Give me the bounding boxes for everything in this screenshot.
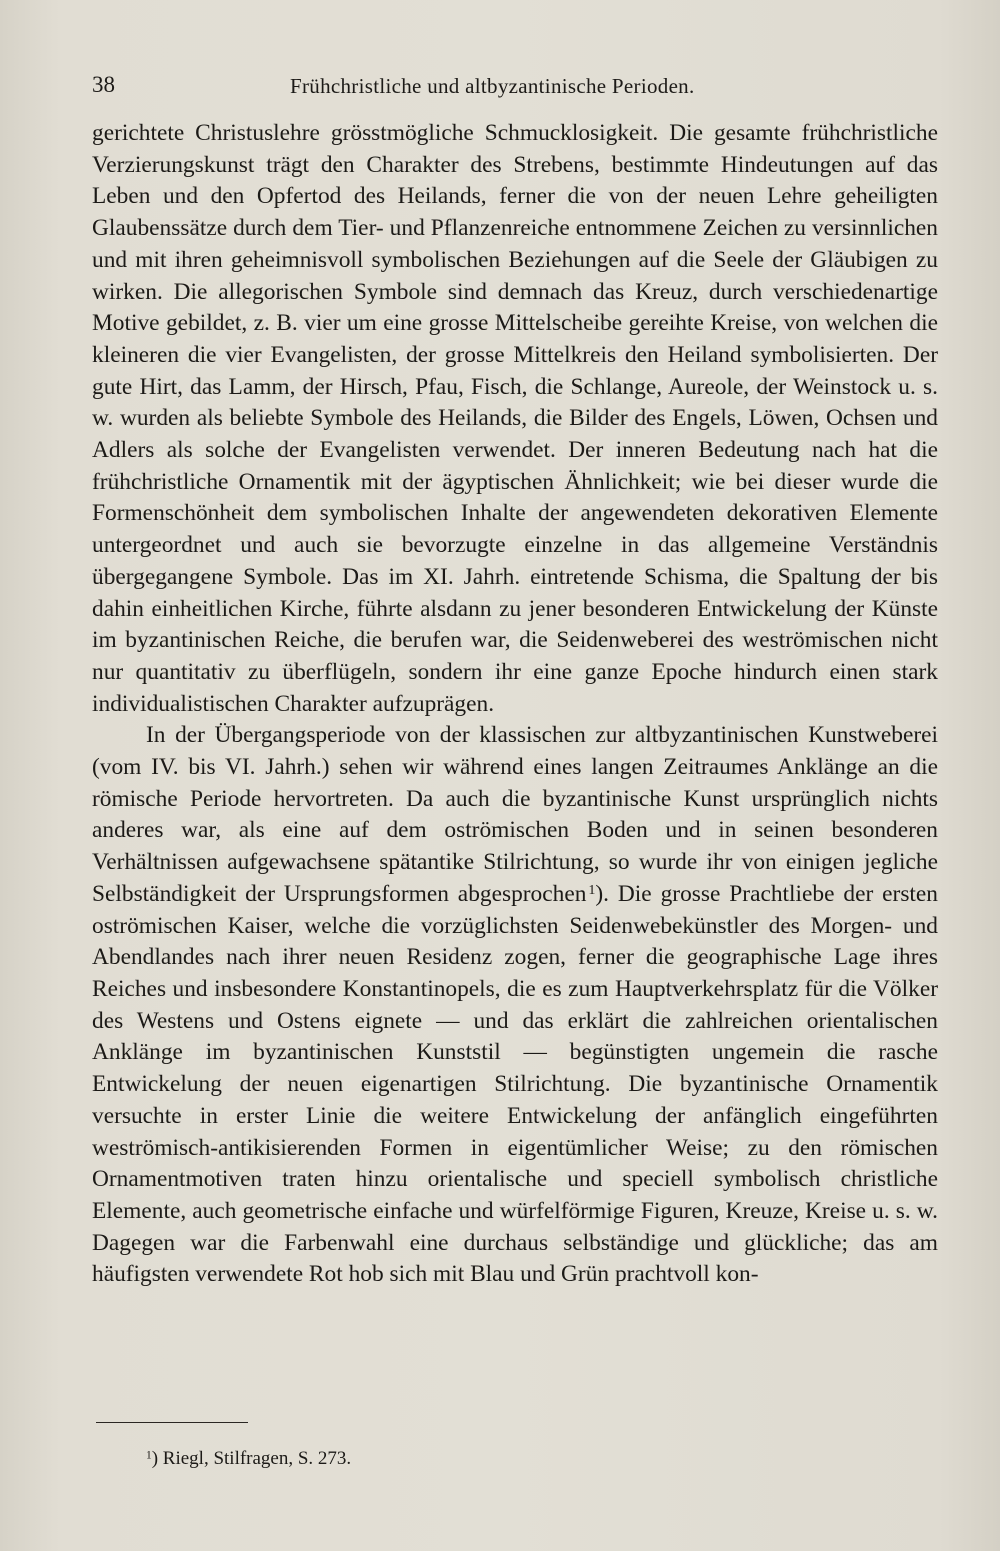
page-number: 38 — [92, 72, 115, 97]
footnote — [146, 1448, 351, 1470]
footnote-marker: 1 — [146, 1449, 152, 1462]
paragraph — [92, 720, 938, 1291]
footnote-reference: 1 — [588, 881, 596, 898]
footnote-text: ) Riegl, Stilfragen, S. 273. — [151, 1448, 352, 1469]
page-header — [92, 72, 942, 104]
footnote-divider — [96, 1422, 248, 1423]
paragraph-text: In der Übergangsperiode von der klassischen zur altbyzantinischen Kunstweberei (vom IV. bis VI. Jahrh.) sehen wir während eines langen Zeitraumes Anklänge an die römische Periode hervortreten. Da auch die byzantinische Kunst ursprünglich nichts anderes war, als eine auf dem oströmischen Boden und in seinen besonderen Verhältnissen aufgewachsene spätantike Stilrichtung, so wurde ihr von einigen jegliche Selbständigkeit der Ursprungsformen abgesprochen — [92, 722, 938, 907]
running-title: Frühchristliche und altbyzantinische Perioden. — [290, 74, 695, 98]
paragraph: gerichtete Christuslehre grösstmögliche Schmucklosigkeit. Die gesamte frühchristliche Verzierungskunst trägt den Charakter des Strebens, bestimmte Hindeutungen auf das Leben und den Opfertod des Heilands, ferner die von der neuen Lehre geheiligten Glaubenssätze durch dem Tier- und Pflanzenreiche entnommene Zeichen zu versinnlichen und mit ihren geheimnisvoll symbolischen Beziehungen auf die Seele der Gläubigen zu wirken. Die allegorischen Symbole sind demnach das Kreuz, durch verschiedenartige Motive gebildet, z. B. vier um eine grosse Mittelscheibe gereihte Kreise, von welchen die kleineren die vier Evangelisten, der grosse Mittelkreis den Heiland symbolisierten. Der gute Hirt, das Lamm, der Hirsch, Pfau, Fisch, die Schlange, Aureole, der Weinstock u. s. w. wurden als beliebte Symbole des Heilands, die Bilder des Engels, Löwen, Ochsen und Adlers als solche der Evangelisten verwendet. Der inneren Bedeutung nach hat die frühchristliche Ornamentik mit der ägyptischen Ähnlichkeit; wie bei dieser wurde die Formenschönheit dem symbolischen Inhalte der angewendeten dekorativen Elemente untergeordnet und auch sie bevorzugte einzelne in das allgemeine Verständnis übergegangene Symbole. Das im XI. Jahrh. eintretende Schisma, die Spaltung der bis dahin einheitlichen Kirche, führte alsdann zu jener besonderen Entwickelung der Künste im byzantinischen Reiche, die berufen war, die Seidenweberei des weströmischen nicht nur quantitativ zu überflügeln, sondern ihr eine ganze Epoche hindurch einen stark individualistischen Charakter aufzuprägen. — [92, 120, 938, 717]
body-text — [92, 118, 938, 1291]
paragraph-text: ). Die grosse Prachtliebe der ersten oströmischen Kaiser, welche die vorzüglichsten Seidenwebekünstler des Morgen- und Abendlandes nach ihrer neuen Residenz zogen, ferner die geographische Lage ihres Reiches und insbesondere Konstantinopels, die es zum Hauptverkehrsplatz für die Völker des Westens und Ostens eignete — und das erklärt die zahlreichen orientalischen Anklänge im byzantinischen Kunststil — begünstigten ungemein die rasche Entwickelung der neuen eigenartigen Stilrichtung. Die byzantinische Ornamentik versuchte in erster Linie die weitere Entwickelung der anfänglich eingeführten weströmisch-antikisierenden Formen in eigentümlicher Weise; zu den römischen Ornamentmotiven traten hinzu orientalische und speciell symbolisch christliche Elemente, auch geometrische einfache und würfelförmige Figuren, Kreuze, Kreise u. s. w. Dagegen war die Farbenwahl eine durchaus selbständige und glückliche; das am häufigsten verwendete Rot hob sich mit Blau und Grün prachtvoll kon- — [92, 880, 939, 1288]
